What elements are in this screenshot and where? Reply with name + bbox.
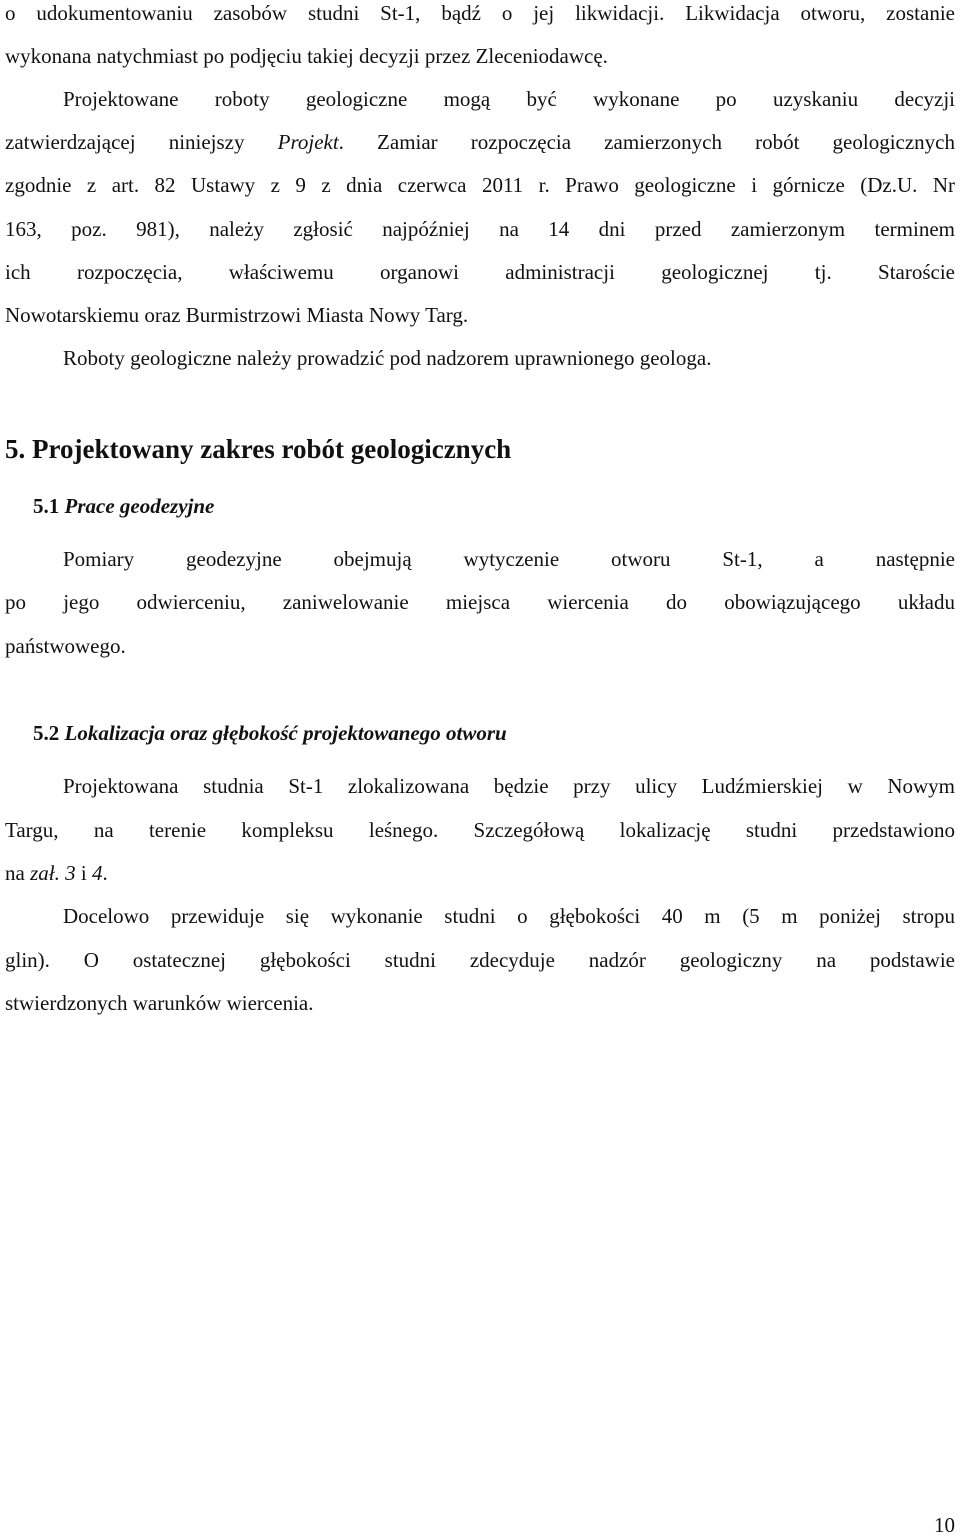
paragraph-line: Projektowana studnia St-1 zlokalizowana będzie przy ulicy Ludźmierskiej w Nowym bbox=[63, 774, 955, 798]
subsection-number: 5.1 bbox=[33, 494, 60, 518]
paragraph-line bbox=[5, 860, 955, 886]
subsection-number: 5.2 bbox=[33, 721, 60, 745]
subsection-title: Prace geodezyjne bbox=[59, 494, 215, 518]
paragraph-line: Projektowane roboty geologiczne mogą być wykonane po uzyskaniu decyzji bbox=[63, 87, 955, 111]
paragraph-line: Nowotarskiemu oraz Burmistrzowi Miasta Nowy Targ. bbox=[5, 303, 469, 327]
paragraph-line bbox=[5, 129, 955, 155]
paragraph-line: po jego odwierceniu, zaniwelowanie miejsca wiercenia do obowiązującego układu bbox=[5, 590, 955, 614]
paragraph-line: ich rozpoczęcia, właściwemu organowi administracji geologicznej tj. Staroście bbox=[5, 260, 955, 284]
paragraph-line: Docelowo przewiduje się wykonanie studni o głębokości 40 m (5 m poniżej stropu bbox=[63, 904, 955, 928]
italic-text: zał. 3 bbox=[30, 861, 76, 885]
subsection-title: Lokalizacja oraz głębokość projektowanego otworu bbox=[59, 721, 507, 745]
paragraph-line: Pomiary geodezyjne obejmują wytyczenie otworu St-1, a następnie bbox=[63, 547, 955, 571]
italic-text: Projekt bbox=[277, 130, 339, 154]
text-run: i bbox=[75, 861, 92, 885]
paragraph-line: glin). O ostatecznej głębokości studni zdecyduje nadzór geologiczny na podstawie bbox=[5, 948, 955, 972]
section-heading: 5. Projektowany zakres robót geologicznych bbox=[5, 434, 512, 464]
paragraph-line: Targu, na terenie kompleksu leśnego. Szczegółową lokalizację studni przedstawiono bbox=[5, 818, 955, 842]
paragraph-line: Roboty geologiczne należy prowadzić pod nadzorem uprawnionego geologa. bbox=[63, 346, 712, 370]
text-run: zatwierdzającej niniejszy bbox=[5, 130, 278, 154]
paragraph-line: 163, poz. 981), należy zgłosić najpóźniej na 14 dni przed zamierzonym terminem bbox=[5, 217, 955, 241]
paragraph-line: państwowego. bbox=[5, 634, 126, 658]
text-run: na bbox=[5, 861, 31, 885]
italic-text: 4 bbox=[91, 861, 103, 885]
paragraph-line: zgodnie z art. 82 Ustawy z 9 z dnia czerwca 2011 r. Prawo geologiczne i górnicze (Dz.U. Nr bbox=[5, 173, 955, 197]
text-run: . Zamiar rozpoczęcia zamierzonych robót geologicznych bbox=[338, 130, 955, 154]
subsection-heading bbox=[33, 493, 214, 519]
subsection-heading bbox=[33, 720, 507, 746]
paragraph-line: wykonana natychmiast po podjęciu takiej decyzji przez Zleceniodawcę. bbox=[5, 44, 608, 68]
page-number: 10 bbox=[934, 1513, 955, 1537]
paragraph-line: o udokumentowaniu zasobów studni St-1, bądź o jej likwidacji. Likwidacja otworu, zostanie bbox=[5, 1, 955, 25]
text-run: . bbox=[102, 861, 108, 885]
paragraph-line: stwierdzonych warunków wiercenia. bbox=[5, 991, 314, 1015]
